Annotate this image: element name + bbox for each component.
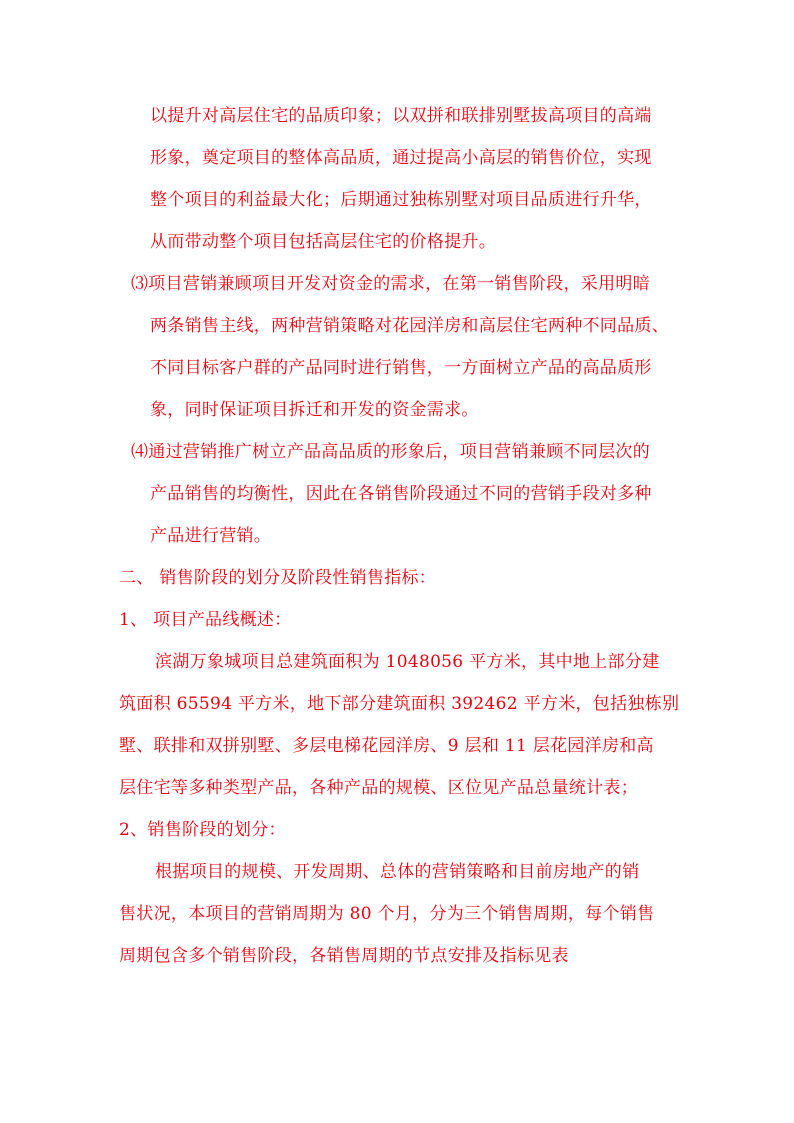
paragraph-line: 产品销售的均衡性，因此在各销售阶段通过不同的营销手段对多种: [150, 484, 652, 504]
list-item-4-line: ⑷通过营销推广树立产品高品质的形象后，项目营销兼顾不同层次的: [131, 442, 650, 462]
paragraph-line: 从而带动整个项目包括高层住宅的价格提升。: [150, 232, 496, 252]
paragraph-line: 层住宅等多种类型产品，各种产品的规模、区位见产品总量统计表；: [119, 778, 638, 798]
list-item-3-line: ⑶项目营销兼顾项目开发对资金的需求，在第一销售阶段，采用明暗: [131, 274, 650, 294]
subsection-heading: 1、 项目产品线概述：: [119, 610, 292, 630]
paragraph-line: 整个项目的利益最大化；后期通过独栋别墅对项目品质进行升华，: [150, 190, 652, 210]
paragraph-line: 筑面积 65594 平方米，地下部分建筑面积 392462 平方米，包括独栋别: [119, 694, 680, 714]
paragraph-line: 两条销售主线，两种营销策略对花园洋房和高层住宅两种不同品质、: [150, 316, 669, 336]
paragraph-line: 滨湖万象城项目总建筑面积为 1048056 平方米，其中地上部分建: [155, 652, 660, 672]
paragraph-line: 形象，奠定项目的整体高品质，通过提高小高层的销售价位，实现: [150, 148, 652, 168]
paragraph-line: 象，同时保证项目拆迁和开发的资金需求。: [150, 400, 479, 420]
subsection-heading: 2、销售阶段的划分：: [119, 820, 286, 840]
paragraph-line: 周期包含多个销售阶段，各销售周期的节点安排及指标见表: [119, 946, 569, 966]
paragraph-line: 产品进行营销。: [150, 526, 272, 546]
paragraph-line: 根据项目的规模、开发周期、总体的营销策略和目前房地产的销: [155, 862, 640, 882]
paragraph-line: 不同目标客户群的产品同时进行销售，一方面树立产品的高品质形: [150, 358, 652, 378]
paragraph-line: 以提升对高层住宅的品质印象；以双拼和联排别墅拔高项目的高端: [150, 106, 652, 126]
paragraph-line: 售状况，本项目的营销周期为 80 个月，分为三个销售周期，每个销售: [119, 904, 655, 924]
section-heading: 二、 销售阶段的划分及阶段性销售指标：: [119, 568, 437, 588]
paragraph-line: 墅、联排和双拼别墅、多层电梯花园洋房、9 层和 11 层花园洋房和高: [119, 736, 654, 756]
